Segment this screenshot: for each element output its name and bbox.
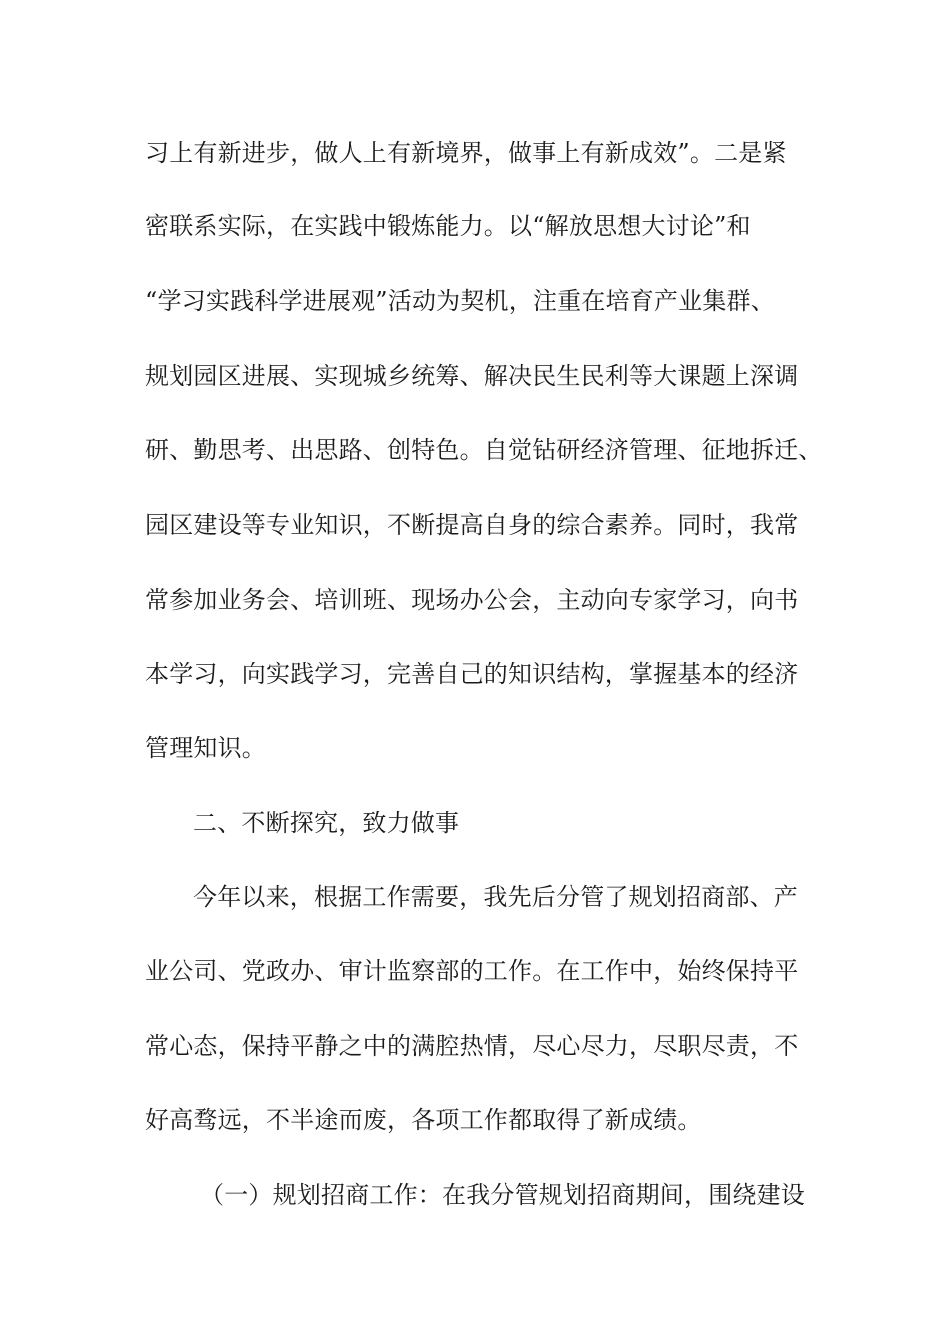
text-line-6: 园区建设等专业知识，不断提高自身的综合素养。同时，我常 [145,511,799,539]
text-line-9: 管理知识。 [145,734,266,762]
text-line-8: 本学习，向实践学习，完善自己的知识结构，掌握基本的经济 [145,660,799,688]
text-line-7: 常参加业务会、培训班、现场办公会，主动向专家学习，向书 [145,586,799,614]
text-line-14: 好高骛远，不半途而废，各项工作都取得了新成绩。 [145,1106,702,1134]
section-heading: 二、不断探究，致力做事 [193,809,460,837]
text-line-13: 常心态，保持平静之中的满腔热情，尽心尽力，尽职尽责，不 [145,1032,799,1060]
text-line-5: 研、勤思考、出思路、创特色。自觉钻研经济管理、征地拆迁、 [145,436,823,464]
text-line-1: 习上有新进步，做人上有新境界，做事上有新成效”。二是紧 [145,139,787,167]
text-line-2: 密联系实际，在实践中锻炼能力。以“解放思想大讨论”和 [145,212,751,240]
text-line-12: 业公司、党政办、审计监察部的工作。在工作中，始终保持平 [145,957,799,985]
text-line-4: 规划园区进展、实现城乡统筹、解决民生民利等大课题上深调 [145,362,799,390]
text-line-11: 今年以来，根据工作需要，我先后分管了规划招商部、产 [193,883,798,911]
text-line-3: “学习实践科学进展观”活动为契机，注重在培育产业集群、 [145,287,775,315]
subsection-line: （一）规划招商工作：在我分管规划招商期间，围绕建设 [200,1181,805,1209]
